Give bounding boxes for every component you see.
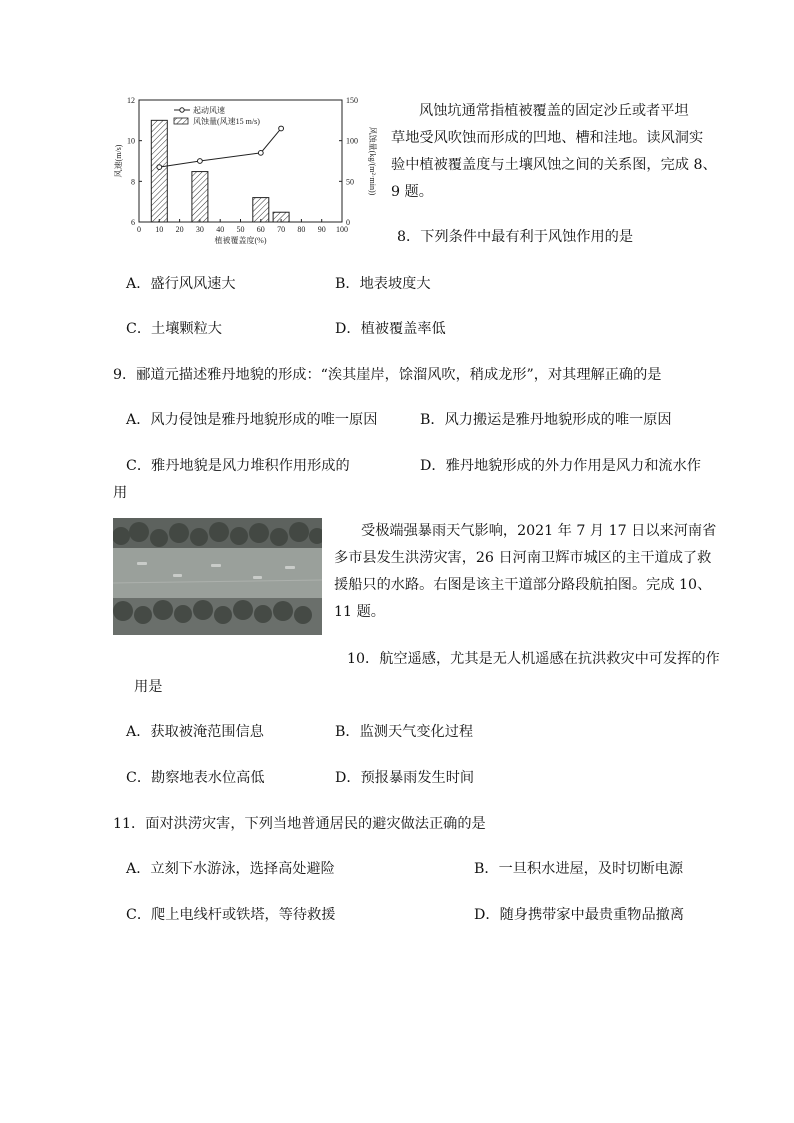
intro-8-9-line-1: 风蚀坑通常指植被覆盖的固定沙丘或者平坦 (419, 103, 689, 119)
q10-stem-continued: 用是 (134, 679, 163, 695)
q9-option-c[interactable]: C．雅丹地貌是风力堆积作用形成的 (126, 458, 350, 474)
point-start-wind-speed (198, 159, 203, 164)
q9-option-d-continued: 用 (113, 485, 128, 501)
y-left-axis-label: 风速(m/s) (114, 144, 123, 178)
x-tick-label: 10 (155, 225, 164, 234)
q8-option-a[interactable]: A．盛行风风速大 (126, 276, 236, 292)
y-left-tick-label: 6 (131, 218, 135, 227)
q11-option-d[interactable]: D．随身携带家中最贵重物品撤离 (474, 907, 685, 923)
y-right-tick-label: 100 (346, 136, 358, 146)
q8-option-c[interactable]: C．土壤颗粒大 (126, 321, 222, 337)
x-tick-label: 60 (256, 225, 265, 234)
q10-option-d[interactable]: D．预报暴雨发生时间 (335, 770, 475, 786)
intro-8-9-line-4: 9 题。 (391, 184, 433, 200)
chart-svg (112, 92, 380, 252)
bar-wind-erosion (253, 198, 269, 222)
q9-option-b[interactable]: B．风力搬运是雅丹地貌形成的唯一原因 (420, 412, 672, 428)
q8-stem: 8．下列条件中最有利于风蚀作用的是 (397, 229, 634, 245)
legend-label-start-wind-speed: 起动风速 (193, 106, 225, 115)
x-tick-label: 70 (277, 225, 286, 234)
x-axis-label: 植被覆盖度(%) (214, 236, 267, 245)
q10-option-c[interactable]: C．勘察地表水位高低 (126, 770, 265, 786)
y-left-tick-label: 12 (127, 96, 135, 105)
q9-option-a[interactable]: A．风力侵蚀是雅丹地貌形成的唯一原因 (126, 412, 378, 428)
line-start-wind-speed (159, 128, 281, 167)
x-tick-label: 100 (336, 225, 348, 234)
y-right-axis-label: 风蚀量(kg/(m²·min)) (368, 126, 377, 196)
legend-line-marker (180, 108, 184, 112)
q11-stem: 11．面对洪涝灾害，下列当地普通居民的避灾做法正确的是 (113, 816, 486, 832)
q9-option-d[interactable]: D．雅丹地貌形成的外力作用是风力和流水作 (420, 458, 701, 474)
intro-8-9-line-2: 草地受风吹蚀而形成的凹地、槽和洼地。读风洞实 (391, 130, 704, 146)
y-right-tick-label: 0 (346, 218, 350, 227)
point-start-wind-speed (279, 126, 284, 131)
q8-option-b[interactable]: B．地表坡度大 (335, 276, 431, 292)
y-left-tick-label: 8 (131, 177, 135, 187)
x-tick-label: 90 (317, 225, 326, 234)
x-tick-label: 40 (216, 225, 225, 234)
point-start-wind-speed (258, 150, 263, 155)
x-tick-label: 80 (297, 225, 306, 234)
q11-option-c[interactable]: C．爬上电线杆或铁塔，等待救援 (126, 907, 336, 923)
bar-wind-erosion (192, 172, 208, 222)
x-tick-label: 30 (195, 225, 204, 234)
x-tick-label: 20 (175, 225, 184, 234)
bar-wind-erosion (151, 120, 167, 222)
legend-label-wind-erosion: 风蚀量(风速15 m/s) (193, 117, 260, 126)
q8-option-d[interactable]: D．植被覆盖率低 (335, 321, 446, 337)
flood-aerial-photo (113, 518, 322, 635)
legend-bar-swatch (174, 118, 188, 124)
y-right-tick-label: 50 (346, 177, 354, 187)
q10-option-a[interactable]: A．获取被淹范围信息 (126, 724, 264, 740)
point-start-wind-speed (157, 165, 162, 170)
q10-option-b[interactable]: B．监测天气变化过程 (335, 724, 474, 740)
q9-stem: 9．郦道元描述雅丹地貌的形成：“涘其崖岸，馀溜风吹，稍成龙形”，对其理解正确的是 (113, 367, 662, 383)
intro-10-11-line-2: 多市县发生洪涝灾害，26 日河南卫辉市城区的主干道成了救 (334, 550, 712, 566)
q10-stem: 10．航空遥感，尤其是无人机遥感在抗洪救灾中可发挥的作 (347, 651, 720, 667)
intro-10-11-line-4: 11 题。 (334, 604, 385, 620)
y-left-tick-label: 10 (127, 136, 135, 146)
x-tick-label: 0 (137, 225, 141, 234)
wind-erosion-chart (112, 92, 380, 252)
intro-10-11-line-3: 援船只的水路。右图是该主干道部分路段航拍图。完成 10、 (334, 577, 712, 593)
x-tick-label: 50 (236, 225, 245, 234)
intro-8-9-line-3: 验中植被覆盖度与土壤风蚀之间的关系图，完成 8、 (391, 157, 717, 173)
y-right-tick-label: 150 (346, 96, 358, 105)
bar-wind-erosion (273, 212, 289, 222)
q11-option-b[interactable]: B．一旦积水进屋，及时切断电源 (474, 861, 684, 877)
q11-option-a[interactable]: A．立刻下水游泳，选择高处避险 (126, 861, 335, 877)
intro-10-11-line-1: 受极端强暴雨天气影响，2021 年 7 月 17 日以来河南省 (361, 523, 717, 539)
